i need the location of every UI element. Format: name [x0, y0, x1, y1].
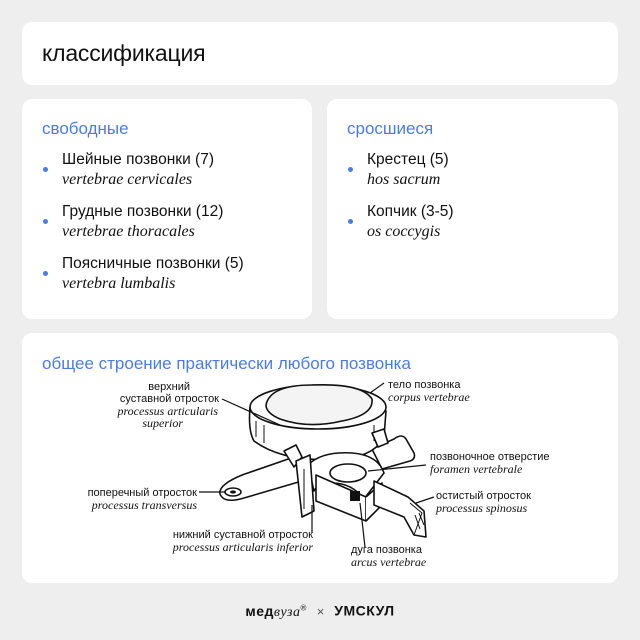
label-latin: corpus vertebrae	[388, 390, 470, 404]
brand-medvuza: медвуза®	[245, 602, 307, 620]
label-inferior-articular	[172, 529, 314, 554]
free-list	[42, 150, 302, 306]
list-item	[347, 150, 608, 202]
fused-heading: сросшиеся	[347, 119, 434, 138]
vertebra-illustration	[220, 385, 426, 537]
bullet-icon	[43, 219, 48, 224]
list-item	[347, 202, 608, 254]
free-heading: свободные	[42, 119, 129, 138]
item-latin: os coccygis	[367, 223, 441, 240]
label-latin: processus transversus	[91, 498, 197, 512]
item-latin: vertebrae thoracales	[62, 223, 195, 240]
label-body	[388, 379, 470, 404]
vertebral-foramen	[330, 464, 366, 482]
label-latin: superior	[142, 416, 183, 430]
list-item	[42, 202, 302, 254]
item-name: Шейные позвонки (7)	[62, 151, 214, 168]
label-ru: нижний суставной отросток	[172, 529, 313, 541]
label-latin: arcus vertebrae	[351, 555, 427, 569]
fused-vertebrae-card	[327, 99, 618, 319]
label-arch	[351, 544, 427, 569]
label-ru: суставной отросток	[119, 393, 219, 405]
item-latin: hos sacrum	[367, 171, 441, 188]
label-ru: поперечный отросток	[87, 487, 197, 499]
label-latin: processus articularis inferior	[172, 540, 313, 554]
list-item	[42, 254, 302, 306]
list-item	[42, 150, 302, 202]
bullet-icon	[348, 167, 353, 172]
bullet-icon	[43, 167, 48, 172]
item-name: Грудные позвонки (12)	[62, 203, 224, 220]
label-transverse	[88, 487, 198, 512]
spinous-process	[374, 481, 426, 537]
bullet-icon	[43, 271, 48, 276]
item-name: Поясничные позвонки (5)	[62, 255, 244, 272]
label-ru: остистый отросток	[436, 490, 531, 502]
item-latin: vertebra lumbalis	[62, 275, 176, 292]
item-latin: vertebrae cervicales	[62, 171, 193, 188]
item-name: Крестец (5)	[367, 151, 449, 168]
item-name: Копчик (3-5)	[367, 203, 454, 220]
page-title: классификация	[42, 40, 206, 66]
label-ru: дуга позвонка	[351, 544, 422, 556]
vertebra-diagram	[22, 333, 618, 583]
label-latin: foramen vertebrale	[430, 462, 523, 476]
label-latin: processus spinosus	[436, 501, 528, 515]
brand-separator: ×	[316, 603, 325, 619]
structure-heading: общее строение практически любого позвонка	[42, 354, 411, 373]
label-foramen	[430, 451, 550, 476]
footer	[0, 596, 640, 626]
bullet-icon	[348, 219, 353, 224]
label-spinous	[435, 490, 531, 515]
fused-list	[347, 150, 608, 254]
free-vertebrae-card	[22, 99, 312, 319]
title-card	[22, 22, 618, 85]
inferior-articular-process	[296, 455, 314, 517]
structure-card	[22, 333, 618, 583]
label-superior-articular	[116, 381, 219, 430]
brand-umskul: УМСКУЛ	[334, 602, 395, 619]
label-latin: processus articularis	[117, 404, 218, 418]
label-ru: позвоночное отверстие	[430, 451, 550, 463]
label-ru: тело позвонка	[388, 379, 461, 391]
label-ru: верхний	[148, 381, 190, 393]
